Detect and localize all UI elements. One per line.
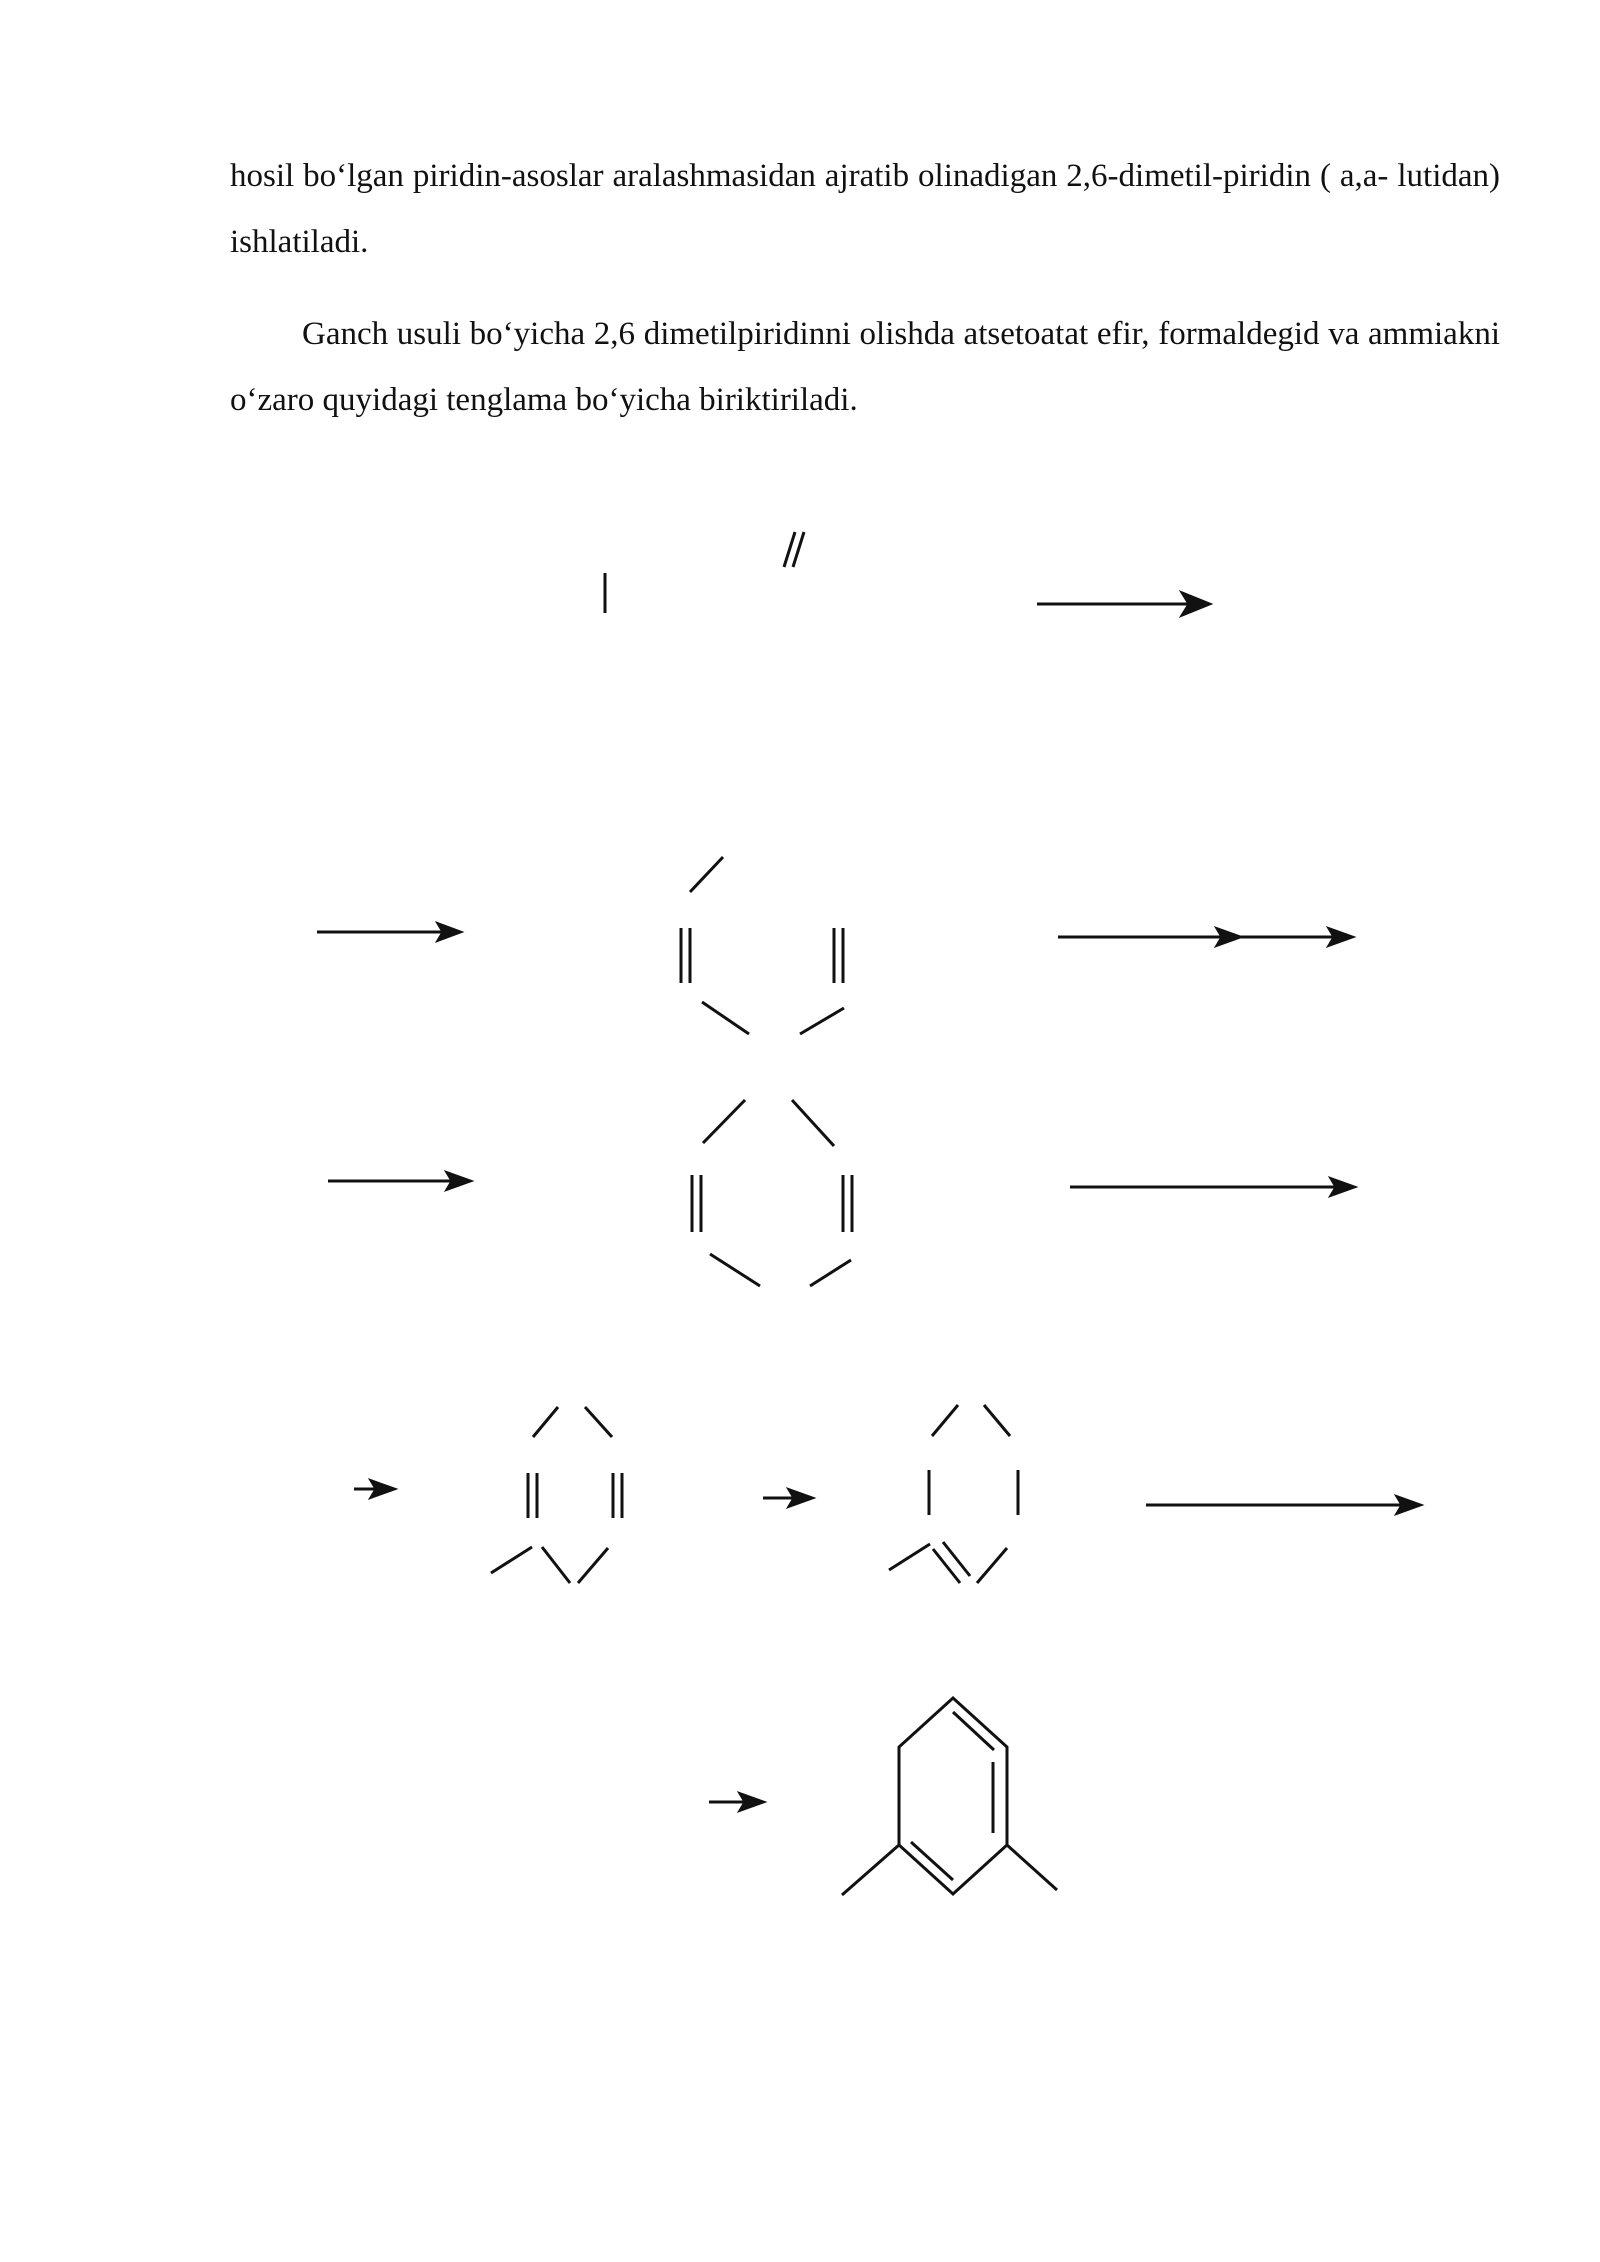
reaction-arrow-3-double [1058,927,1355,947]
reaction-arrow-8 [1146,1495,1423,1515]
reaction-arrow-6 [354,1479,397,1499]
reaction-arrow-7 [763,1488,815,1508]
paragraph-intro: hosil bo‘lgan piridin-asoslar aralashmasidan ajratib olinadigan 2,6-dimetil-piridin ( a,a- lutidan) ishlatiladi. [230,158,1500,260]
intermediate-structure-3 [491,1407,622,1583]
reaction-arrow-4 [328,1171,473,1191]
reaction-arrow-2 [317,922,463,942]
methyl-bond-right [1007,1845,1057,1890]
reaction-arrow-9 [709,1792,766,1812]
paragraph-method: Ganch usuli bo‘yicha 2,6 dimetilpiridinni olishda atsetoatat efir, formaldegid va ammiakni o‘zaro quyidagi tenglama bo‘yicha biriktiriladi. [230,316,1500,418]
reagent-fragments-row-1 [605,532,804,613]
intermediate-structure-1 [681,857,844,1034]
product-structure-lutidine [842,1698,1057,1895]
intermediate-structure-2 [692,1100,852,1286]
intermediate-structure-4 [889,1405,1018,1583]
methyl-bond-left [842,1845,899,1895]
reaction-arrow-1 [1037,591,1212,617]
reaction-arrow-5 [1070,1177,1357,1197]
pyridine-ring [899,1698,1007,1894]
